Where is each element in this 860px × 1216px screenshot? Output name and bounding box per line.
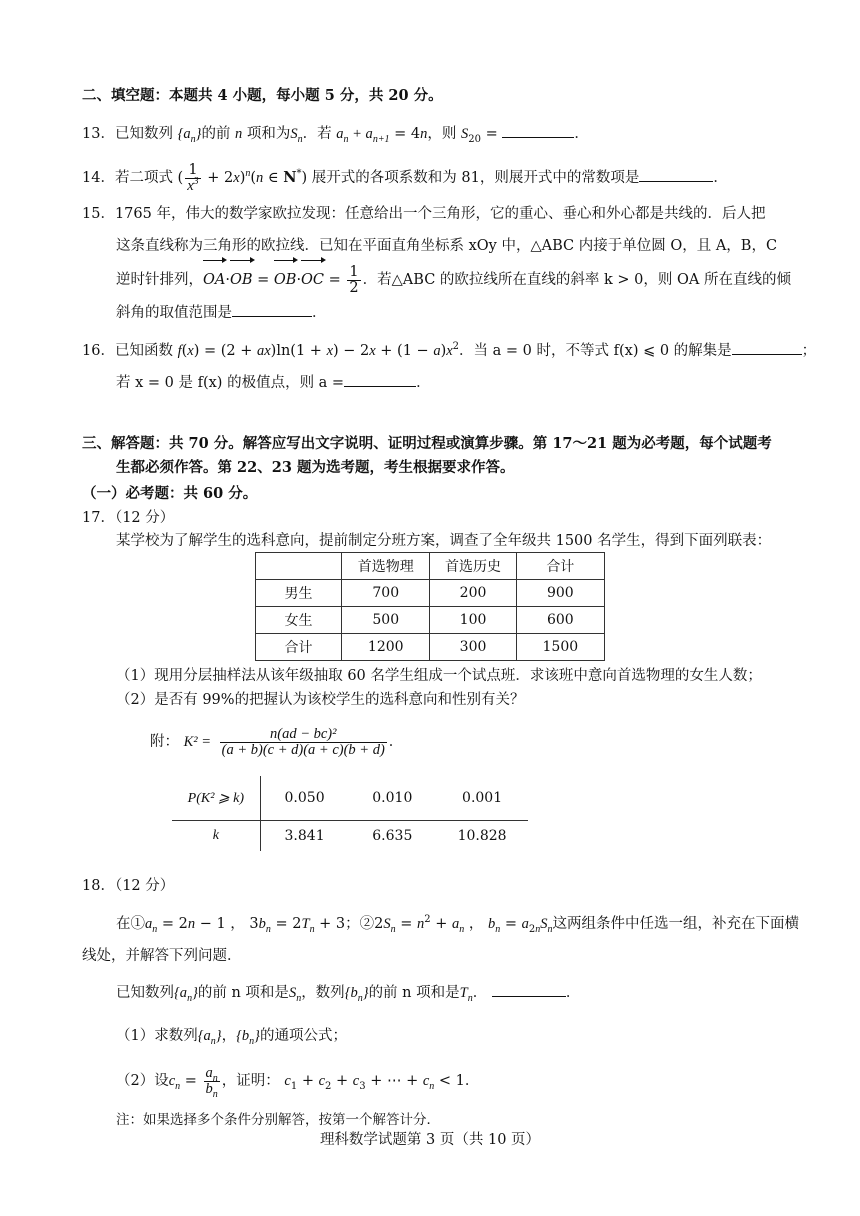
- table-row: P(K² ⩾ k) 0.050 0.010 0.001: [172, 776, 528, 821]
- question-17-part-1: （1）现用分层抽样法从该年级抽取 60 名学生组成一个试点班．求该班中意向首选物理的女生人数；: [116, 668, 762, 684]
- contingency-table: [255, 552, 605, 661]
- question-score: （12 分）: [114, 878, 175, 894]
- section-3-header: 三、解答题：共 70 分。解答应写出文字说明、证明过程或演算步骤。第 17～21 题为必考题，每个试题考: [82, 435, 772, 452]
- question-18-line-2: 线处，并解答下列问题．: [82, 948, 242, 964]
- question-number: 15．: [82, 206, 115, 222]
- critical-value-table: [172, 776, 528, 851]
- question-17-heading: [82, 508, 174, 528]
- table-row: k 3.841 6.635 10.828: [172, 821, 528, 852]
- question-17-part-2: （2）是否有 99%的把握认为该校学生的选科意向和性别有关？: [116, 692, 525, 708]
- answer-blank[interactable]: [502, 123, 574, 138]
- question-number: 16．: [82, 343, 115, 359]
- answer-blank[interactable]: [639, 167, 713, 182]
- question-number: 17．: [82, 510, 115, 526]
- question-number: 18．: [82, 878, 115, 894]
- question-13: 13．已知数列 $\{a_n\}$的前 n 项和为$S_n$．若 $a_n + a_{n+1} = 4n$，则 $S_{20}$ = ．: [82, 123, 589, 144]
- question-17-intro: 某学校为了解学生的选科意向，提前制定分班方案，调查了全年级共 1500 名学生，得到下面列联表：: [116, 533, 772, 549]
- question-16-line-1: 16．已知函数 $f(x) = (2 + ax)\ln(1 + x) - 2x + (1 - a)x^2$．当 a = 0 时，不等式 f(x) ⩽ 0 的解集是 ；: [82, 341, 817, 359]
- question-15-line-3: 逆时针排列，OA·OB = OB·OC = $\frac{1}{2}$ ．若△ABC 的欧拉线所在直线的斜率 k > 0，则 OA 所在直线的倾: [116, 262, 791, 298]
- question-18-heading: [82, 876, 174, 896]
- table-row: 女生 500 100 600: [256, 607, 605, 634]
- table-row: 合计 1200 300 1500: [256, 634, 605, 661]
- question-18-part-1: （1）求数列$\{a_n\}$，$\{b_n\}$的通项公式；: [116, 1028, 347, 1047]
- table-header-row: 首选物理 首选历史 合计: [256, 553, 605, 580]
- question-15-line-2: 这条直线称为三角形的欧拉线．已知在平面直角坐标系 xOy 中，△ABC 内接于单位圆 O，且 A，B，C: [116, 238, 778, 254]
- question-18-note: 注：如果选择多个条件分别解答，按第一个解答计分．: [116, 1112, 440, 1128]
- answer-blank[interactable]: [492, 982, 566, 997]
- question-number: 13．: [82, 126, 115, 142]
- page-footer: 理科数学试题第 3 页（共 10 页）: [319, 1132, 541, 1148]
- question-number: 14．: [82, 170, 115, 186]
- answer-blank[interactable]: [232, 302, 312, 317]
- k-squared-formula: 附： K² = $\frac{\text{n(ad − bc)²}}{(a + b)(c + d)(a + c)(b + d)}$ ．: [150, 725, 404, 758]
- question-18-part-2: （2）设$c_n$ = $\frac{a_n}{b_n}$ ，证明： $c_1 + c_2 + c_3$ + ⋯ + $c_n < 1$．: [116, 1064, 480, 1100]
- answer-blank[interactable]: [344, 372, 416, 387]
- table-row: 男生 700 200 900: [256, 580, 605, 607]
- section-3-header-cont: 生都必须作答。第 22、23 题为选考题，考生根据要求作答。: [116, 459, 515, 476]
- section-2-header: 二、填空题：本题共 4 小题，每小题 5 分，共 20 分。: [82, 87, 443, 104]
- question-score: （12 分）: [114, 510, 175, 526]
- question-18-line-3: 已知数列$\{a_n\}$的前 n 项和是$S_n$，数列$\{b_n\}$的前 n 项和是$T_n$． ．: [116, 982, 580, 1003]
- answer-blank[interactable]: [732, 340, 802, 355]
- question-15-line-4: 斜角的取值范围是 ．: [116, 302, 327, 323]
- question-16-line-2: 若 x = 0 是 f(x) 的极值点，则 a = ．: [116, 372, 431, 393]
- question-15-line-1: 15．1765 年，伟大的数学家欧拉发现：任意给出一个三角形，它的重心、垂心和外心都是共线的．后人把: [82, 206, 766, 222]
- question-18-line-1: 在$①a_n = 2n - 1$ ， $3b_n = 2T_n + 3$；$②2S_n = n^2 + a_n$ ， $b_n = a_{2n}S_n$这两组条件中任选一组，补充在下面横: [116, 914, 799, 935]
- question-14: 14．若二项式 ( $\frac{1}{x^3}$ + 2x)$^n$(n ∈ N*) 展开式的各项系数和为 81，则展开式中的常数项是 ．: [82, 161, 728, 194]
- subsection-header: （一）必考题：共 60 分。: [82, 485, 258, 502]
